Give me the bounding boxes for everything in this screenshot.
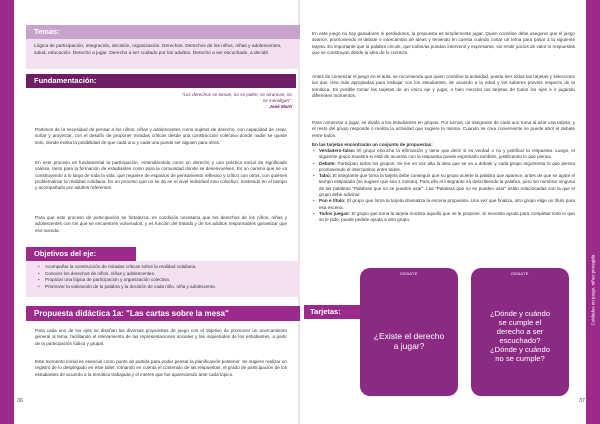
page-number-left: 36 (17, 398, 24, 404)
paragraph-5: Este momento inicial es esencial como punto de partida para poder pensar la planificación posterior. Se sugiere realizar un registro de lo desplegado en este taller, tomando en cuenta el contenido de las respuestas, el grado de participación de los estudiantes de acuerdo a la temática trabajada y el interés que fue apareciendo ante cada tópico. (35, 359, 287, 377)
list-item-text: El grupo que toma la tarjeta nombra aquello que se le propone. Si necesita ayuda para completar todo lo que se le pide, puede pedirle ayuda a otro grupo. (319, 210, 575, 223)
list-item-label: Todos juegan: (319, 210, 351, 216)
tarjetas-heading: Tarjetas: (304, 305, 384, 319)
list-item (312, 198, 575, 211)
list-item: • Promover la valoración de la palabra y la decisión de cada niño, niña y adolescente. (38, 284, 292, 291)
side-label (586, 230, 600, 350)
right-paragraph-2: Antes de comenzar el juego en el aula, se recomienda que quien coordine la actividad, pueda leer todas las tarjetas y seleccione las que crea más apropiadas para trabajar con los estudiantes, de acuerdo a la edad y los saberes previos respecto de la temática. Es posible tomar las tarjetas de un único eje y jugar, o bien mezclar las tarjetas de todos los ejes e ir jugando diferentes momentos. (312, 74, 575, 98)
right-paragraph-1: En este juego no hay ganadores ni perdedores, la propuesta es simplemente jugar. Quien coordine debe asegurar que el juego avance, promoviendo el debate e intercambio de ideas y teniendo en cuenta cuándo cortar un tema para pasar a la siguiente tarjeta. Es importante que la palabra circule, que todos/as puedan intervenir y expresarse, sin emitir juicios de valor ni respuestas que se construyan desde la idea de lo correcto. (312, 31, 576, 55)
card-tag: DEBATE (511, 271, 529, 276)
list-item-label: Tabú: (319, 173, 332, 179)
right-paragraph-3: Para comenzar a jugar, se divide a los estudiantes en grupos. Por turnos, un integrante de cada uno toma al azar una tarjeta, y el resto del grupo responde o realiza la actividad que sugiere la misma. Cuando se crea conveniente se puede abrir el debate entre todos. (312, 120, 575, 138)
list-item (312, 148, 575, 161)
list-item-text: El grupo escucha la afirmación y tiene que decir si es verdad o no y justificar la respuesta. Luego, el siguiente grupo muestra si está de acuerdo con la respuesta puede expresarlo también, justificando lo que piensa. (319, 148, 576, 160)
list-item-text: El grupo que toma la tarjeta dramatiza la escena propuesta. Una vez que finaliza, otro grupo elige un título para esa escena. (319, 198, 575, 210)
card-tag: DEBATE (400, 271, 418, 276)
objetivos-list (38, 264, 292, 290)
objetivos-heading: Objetivos del eje: (26, 247, 136, 261)
themes-box (26, 39, 300, 69)
list-item (312, 161, 575, 174)
list-item: • Acompañar la construcción de miradas críticas sobre la realidad cotidiana. (38, 264, 292, 271)
proposals-list (312, 148, 575, 224)
list-item-label: Verdadero-falso: (319, 148, 356, 153)
card-question: ¿Existe el derecho a jugar? (373, 331, 445, 351)
debate-card-2 (471, 268, 569, 396)
propuesta-heading: Propuesta didáctica 1a: "Las cartas sobre la mesa" (26, 306, 300, 321)
paragraph-3: Para que este proceso de participación se fortalezca, es condición necesaria que los derechos de los niños, niñas y adolescentes con los que se encuentren vulnerados, y es función del Estado y de los adultos responsables garantizar que eso suceda. (35, 215, 287, 233)
list-item-text: El integrante que toma la tarjeta debe conseguir que su grupo acierte la palabra que aparece, antes de que se agote el tiempo estipulado (se sugiere que sea 1 minuto). Para ello el integrante irá describiendo la palabra, pero sin nombrar ninguna de las palabras "Palabras que no se pueden usar". Las "Palabras que no se pueden usar" están relacionadas con la que el grupo debe adivinar. (319, 173, 575, 198)
paragraph-4: Para cada uno de los ejes se diseñan las diversas propuestas de juego con el objetivo de promover un acercamiento general al tema, facilitando el relevamiento de las representaciones sociales y las inquietudes de los estudiantes, a partir de la participación lúdica y grupal. (35, 328, 287, 346)
right-paragraph-4: En las tarjetas encontrarán un conjunto de propuestas: (312, 142, 433, 147)
epigraph-quote (180, 92, 292, 110)
card-question: ¿Dónde y cuándo se cumple el derecho a ser escuchado? ¿Dónde y cuándo no se cumple? (490, 309, 550, 363)
objetivos-box (26, 261, 300, 297)
fundamentacion-heading: Fundamentación: (26, 74, 296, 88)
list-item-text: Participan todos los grupos. Se lee en voz alta la idea que se va a debatir y cada grupo argumenta lo que piensa promoviendo el intercambio entre todos. (319, 160, 576, 172)
paragraph-2: En este proceso es fundamental la participación, entendiéndola como un derecho y una práctica social de significado valioso, tanto para la formación de estudiantes como para la comunidad donde se desenvuelven. Es un camino que se va construyendo a lo largo de toda la vida, que requiere de espacios de pensamiento reflexivo y crítico con otros, con quienes problematizar la realidad cotidiana. Es un proceso que no se da en el nivel individual sino colectivo, sostenido en el tiempo y acompañado por adultos referentes. (35, 160, 287, 191)
debate-card-1 (360, 268, 458, 396)
side-label-text: Cuidados en juego, niñez protegida (590, 254, 596, 326)
list-item (312, 211, 575, 224)
page-number-right: 37 (579, 398, 586, 404)
list-item (312, 173, 575, 198)
quote-author: José Martí (269, 104, 292, 109)
paragraph-1: Partimos de la necesidad de pensar a los niños, niñas y adolescentes como sujetos de derecho, con capacidad de crear, soñar y proyectar, con el desafío de proponer miradas críticas desde una construcción colectiva donde nadie se quede solo, donde exista la posibilidad de que cada uno y cada una pueda ser alguien para otros. (35, 127, 287, 145)
themes-text: Lógica de participación, integración, decisión, organización. Derechos. Derechos de los niños, niñas y adolescentes, salud, educación. Derecho a jugar. Derecho a ser cuidado por los adultos. Derecho a ser escuchado, a decidir. (34, 44, 282, 56)
themes-heading: Temas: (26, 25, 300, 39)
list-item: • Propiciar una lógica de participación y organización colectiva. (38, 277, 292, 284)
list-item-label: Debate: (319, 160, 336, 166)
right-margin-bar (586, 0, 600, 424)
quote-text: "Los derechos se toman, no se piden; se arrancan, no se mendigan". (181, 92, 292, 103)
list-item: • Conocer los derechos de niños, niñas y adolescentes. (38, 271, 292, 278)
left-margin-bar (0, 0, 14, 424)
list-item-label: Pon e título: (319, 198, 346, 204)
